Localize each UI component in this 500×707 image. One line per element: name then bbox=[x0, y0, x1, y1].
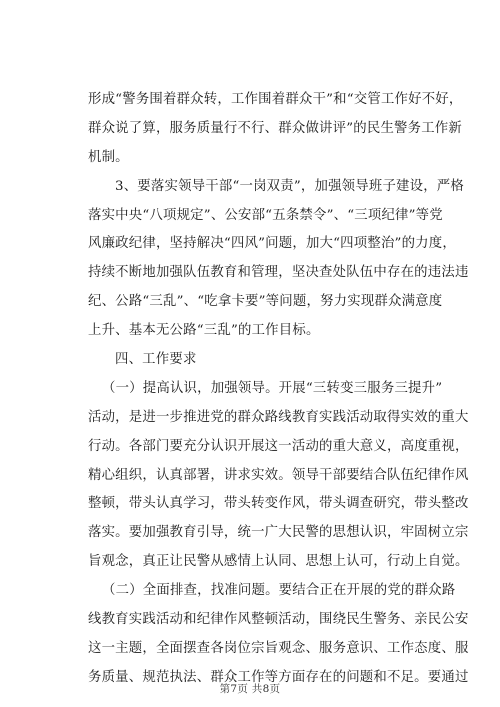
document-body bbox=[88, 86, 469, 693]
text-line: 这一主题，全面摆查各岗位宗旨观念、服务意识、工作态度、服 bbox=[88, 640, 469, 656]
text-line: 落实中央“八项规定”、公安部“五条禁令”、“三项纪律”等党 bbox=[88, 207, 443, 223]
text-line: 纪、公路“三乱”、“吃拿卡要”等问题，努力实现群众满意度 bbox=[88, 294, 443, 310]
page-footer: 第7页 共8页 bbox=[219, 683, 281, 695]
text-line: 机制。 bbox=[88, 149, 129, 165]
text-line: 线教育实践活动和纪律作风整顿活动，围绕民生警务、亲民公安 bbox=[88, 612, 469, 628]
text-line: 风廉政纪律，坚持解决“四风”问题，加大“四项整治”的力度， bbox=[88, 236, 456, 252]
text-line: 持续不断地加强队伍教育和管理，坚决查处队伍中存在的违法违 bbox=[88, 265, 469, 281]
text-line: 上升、基本无公路“三乱”的工作目标。 bbox=[88, 323, 320, 339]
text-line: 旨观念，真正让民警从感情上认同、思想上认可，行动上自觉。 bbox=[88, 554, 469, 570]
text-line: 落实。要加强教育引导，统一广大民警的思想认识，牢固树立宗 bbox=[88, 525, 469, 541]
section-heading: 四、工作要求 bbox=[115, 352, 197, 368]
text-line: 整顿，带头认真学习，带头转变作风，带头调查研究，带头整改 bbox=[88, 496, 469, 512]
text-line: 精心组织，认真部署，讲求实效。领导干部要结合队伍纪律作风 bbox=[88, 467, 469, 483]
text-line: 务质量、规范执法、群众工作等方面存在的问题和不足。要通过 bbox=[88, 669, 469, 685]
text-line: 3、要落实领导干部“一岗双责”，加强领导班子建设，严格 bbox=[115, 178, 464, 194]
text-line: 活动，是进一步推进党的群众路线教育实践活动取得实效的重大 bbox=[88, 409, 469, 425]
text-line: 形成“警务围着群众转，工作围着群众干”和“交管工作好不好， bbox=[88, 92, 463, 107]
text-line: 行动。各部门要充分认识开展这一活动的重大意义，高度重视， bbox=[88, 438, 469, 454]
text-line: 群众说了算，服务质量行不行、群众做讲评”的民生警务工作新 bbox=[88, 120, 462, 136]
text-line: （二）全面排查，找准问题。要结合正在开展的党的群众路 bbox=[102, 583, 456, 599]
text-line: （一）提高认识，加强领导。开展“三转变三服务三提升” bbox=[102, 380, 443, 396]
